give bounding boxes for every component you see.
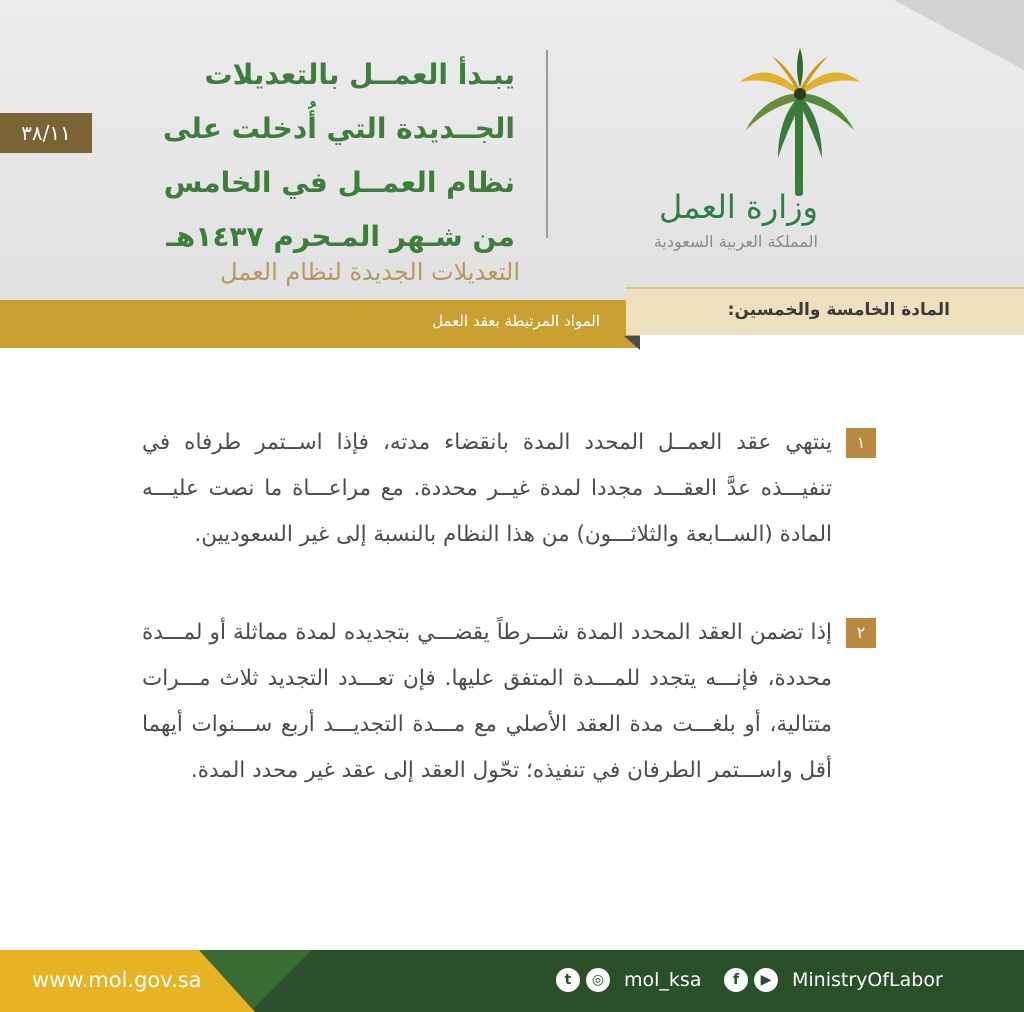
social-handle-group-1[interactable] [556, 966, 701, 994]
ministry-name: وزارة العمل [659, 188, 818, 226]
date-badge: ٣٨/١١ [0, 113, 92, 153]
headline-line: نظام العمــل في الخامس [163, 166, 515, 199]
article-title-tab [626, 287, 1024, 335]
instagram-icon[interactable]: ◎ [586, 968, 610, 992]
ministry-logo [560, 30, 830, 260]
header-corner-decoration [894, 0, 1024, 70]
social-handle-group-2[interactable] [724, 966, 943, 994]
header [0, 0, 1024, 300]
related-articles-bar [0, 300, 640, 348]
subheadline: التعديلات الجديدة لنظام العمل [220, 258, 520, 286]
website-link[interactable]: www.mol.gov.sa [32, 968, 202, 992]
youtube-icon[interactable]: ▶ [754, 968, 778, 992]
footer [0, 950, 1024, 1012]
kingdom-name: المملكة العربية السعودية [653, 232, 818, 251]
header-divider [546, 50, 548, 238]
headline [140, 48, 515, 264]
palm-logo-icon [738, 48, 862, 198]
item-number-badge: ٢ [846, 618, 876, 648]
item-number-badge: ١ [846, 428, 876, 458]
item-text: ينتهي عقد العمــل المحدد المدة بانقضاء مدته، فإذا اســتمر طرفاه في تنفيـــذه عدَّ العقـــد مجددا لمدة غيــر محددة. مع مراعـــاة ما نصت عليـــه المادة (الســابعة والثلاثـــون) من هذا النظام بالنسبة إلى غير السعوديين. [142, 430, 832, 547]
item-text: إذا تضمن العقد المحدد المدة شـــرطاً يقضـــي بتجديده لمدة مماثلة أو لمـــدة محددة، فإنـــه يتجدد للمـــدة المتفق عليها. فإن تعـــدد التجديد ثلاث مـــرات متتالية، أو بلغـــت مدة العقد الأصلي مع مـــدة التجديـــد أربع ســـنوات أيهما أقل واســـتمر الطرفان في تنفيذه؛ تحّول العقد إلى عقد غير محدد المدة. [142, 620, 832, 783]
article-title: المادة الخامسة والخمسين: [727, 300, 950, 320]
headline-line: من شـهر المـحرم ١٤٣٧هـ [166, 220, 515, 253]
social-handle-1[interactable]: mol_ksa [624, 969, 702, 991]
related-articles-label: المواد المرتبطة بعقد العمل [432, 312, 600, 330]
headline-line: الجــديدة التي أُدخلت على [162, 112, 515, 145]
social-handle-2[interactable]: MinistryOfLabor [792, 969, 943, 991]
headline-line: يبـدأ العمــل بالتعديلات [204, 58, 515, 91]
facebook-icon[interactable]: f [724, 968, 748, 992]
twitter-icon[interactable]: t [556, 968, 580, 992]
